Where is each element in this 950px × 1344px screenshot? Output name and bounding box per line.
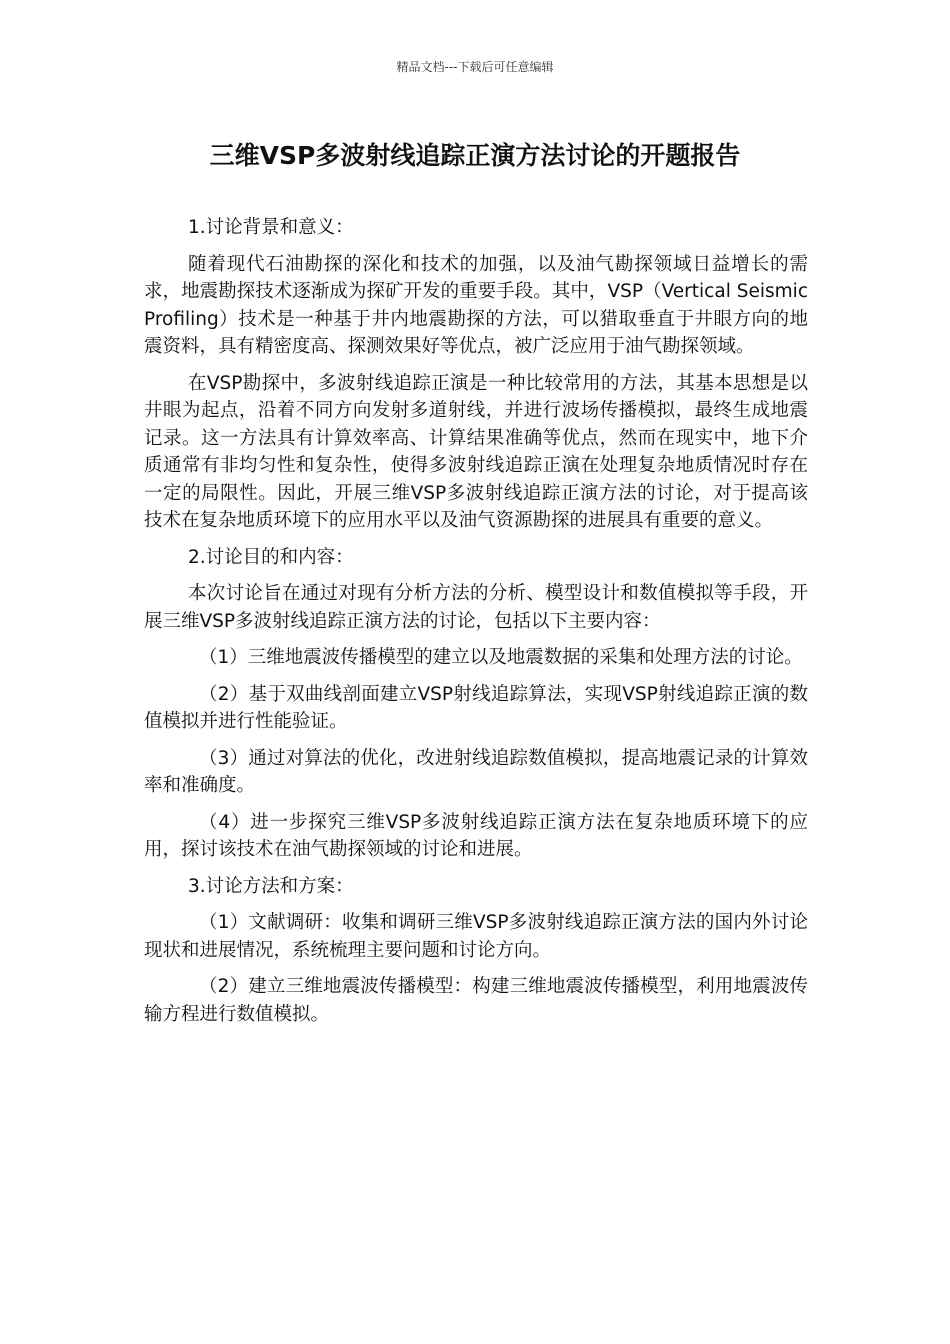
document-body — [144, 214, 808, 1037]
list-item-objective-3: （3）通过对算法的优化，改进射线追踪数值模拟，提高地震记录的计算效率和准确度。 — [144, 747, 808, 796]
list-item-objective-4: （4）进一步探究三维VSP多波射线追踪正演方法在复杂地质环境下的应用，探讨该技术在油气勘探领域的讨论和进展。 — [144, 811, 808, 860]
list-item-method-1: （1）文献调研：收集和调研三维VSP多波射线追踪正演方法的国内外讨论现状和进展情况，系统梳理主要问题和讨论方向。 — [144, 912, 808, 961]
list-item-method-2: （2）建立三维地震波传播模型：构建三维地震波传播模型，利用地震波传输方程进行数值模拟。 — [144, 976, 808, 1025]
paragraph-background-2: 在VSP勘探中，多波射线追踪正演是一种比较常用的方法，其基本思想是以井眼为起点，沿着不同方向发射多道射线，并进行波场传播模拟，最终生成地震记录。这一方法具有计算效率高、计算结果准确等优点，然而在现实中，地下介质通常有非均匀性和复杂性，使得多波射线追踪正演在处理复杂地质情况时存在一定的局限性。因此，开展三维VSP多波射线追踪正演方法的讨论，对于提高该技术在复杂地质环境下的应用水平以及油气资源勘探的进展具有重要的意义。 — [144, 372, 808, 531]
paragraph-background-1: 随着现代石油勘探的深化和技术的加强，以及油气勘探领域日益增长的需求，地震勘探技术逐渐成为探矿开发的重要手段。其中，VSP（Vertical Seismic Profiling）技术是一种基于井内地震勘探的方法，可以猎取垂直于井眼方向的地震资料，具有精密度高、探测效果好等优点，被广泛应用于油气勘探领域。 — [144, 253, 808, 357]
list-item-objective-1: （1）三维地震波传播模型的建立以及地震数据的采集和处理方法的讨论。 — [199, 647, 803, 668]
section-heading-methods: 3.讨论方法和方案： — [188, 875, 354, 897]
header-note: 精品文档---下载后可任意编辑 — [396, 60, 554, 74]
section-heading-background: 1.讨论背景和意义： — [188, 217, 354, 238]
section-heading-objectives: 2.讨论目的和内容： — [188, 546, 354, 568]
list-item-objective-2: （2）基于双曲线剖面建立VSP射线追踪算法，实现VSP射线追踪正演的数值模拟并进行性能验证。 — [144, 683, 808, 732]
paragraph-objectives-intro: 本次讨论旨在通过对现有分析方法的分析、模型设计和数值模拟等手段，开展三维VSP多波射线追踪正演方法的讨论，包括以下主要内容： — [144, 583, 808, 632]
document-title: 三维VSP多波射线追踪正演方法讨论的开题报告 — [209, 141, 741, 170]
